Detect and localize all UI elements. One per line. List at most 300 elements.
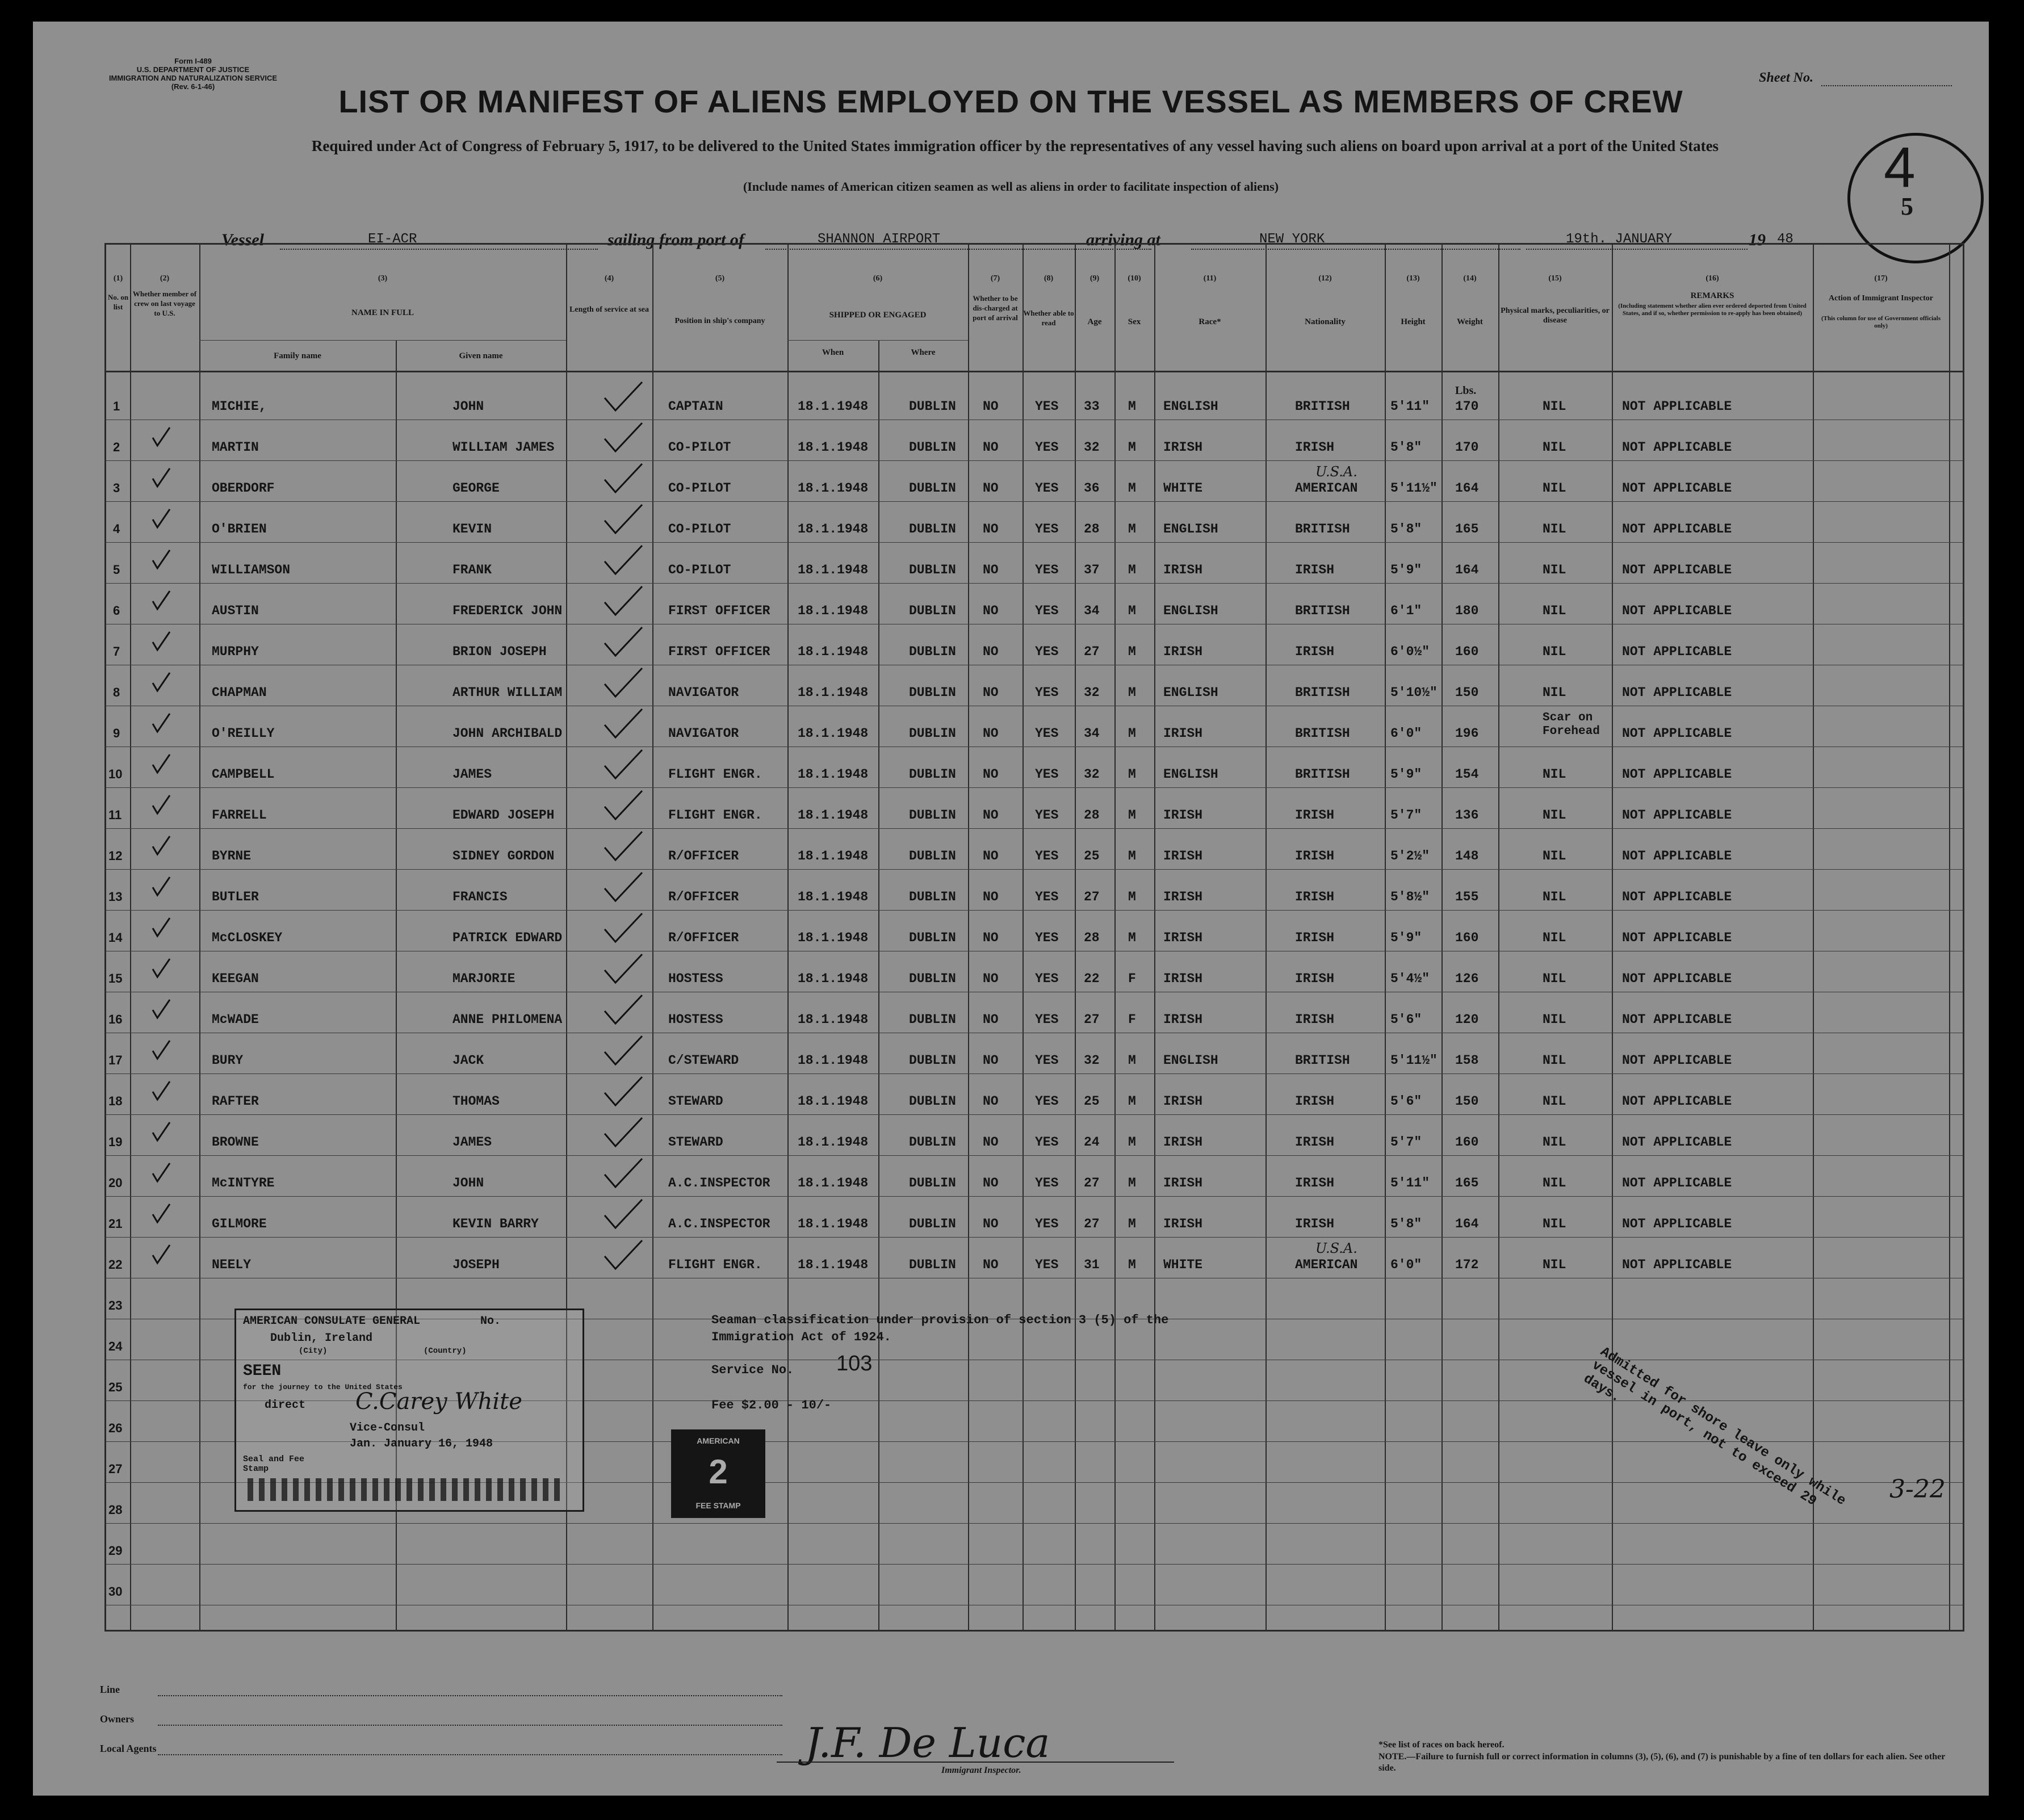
check-mark [604, 666, 643, 699]
race: IRISH [1163, 930, 1203, 945]
weight: 196 [1455, 726, 1479, 741]
shipped-when: 18.1.1948 [798, 930, 869, 945]
weight: 160 [1455, 1135, 1479, 1150]
discharged: NO [983, 481, 999, 496]
weight: 170 [1455, 440, 1479, 455]
shipped-when: 18.1.1948 [798, 603, 869, 618]
remarks: NOT APPLICABLE [1622, 849, 1732, 863]
race: ENGLISH [1163, 767, 1218, 782]
check-mark [152, 630, 171, 652]
header-given-name: Given name [459, 351, 503, 360]
age: 36 [1084, 481, 1100, 496]
row-number: 10 [108, 767, 123, 781]
physical-marks: NIL [1543, 1176, 1566, 1190]
height: 5'11" [1390, 399, 1430, 414]
header-height: Height [1401, 317, 1426, 326]
row-number: 3 [113, 481, 120, 495]
weight: 165 [1455, 1176, 1479, 1190]
footer-line-label: Line [100, 1684, 120, 1695]
shipped-where: DUBLIN [909, 563, 956, 577]
column-rule [1949, 245, 1950, 1630]
nationality-note: U.S.A. [1315, 1240, 1357, 1256]
check-mark [604, 707, 643, 740]
remarks: NOT APPLICABLE [1622, 971, 1732, 986]
shipped-where: DUBLIN [909, 1094, 956, 1109]
physical-marks: NIL [1543, 971, 1566, 986]
header-physical: Physical marks, peculiarities, or disease [1501, 307, 1610, 325]
able-to-read: YES [1035, 603, 1059, 618]
remarks: NOT APPLICABLE [1622, 399, 1732, 414]
given-name: JACK [452, 1053, 484, 1068]
given-name: ARTHUR WILLIAM [452, 685, 563, 700]
row-number: 19 [108, 1135, 123, 1149]
service-label: Service No. [711, 1363, 794, 1377]
nationality: BRITISH [1295, 522, 1350, 536]
row-number: 7 [113, 644, 120, 659]
height: 5'10½" [1390, 685, 1438, 700]
weight: 172 [1455, 1257, 1479, 1272]
row-number: 1 [113, 399, 120, 413]
lbs-label: Lbs. [1455, 384, 1477, 397]
physical-marks: NIL [1543, 930, 1566, 945]
col-number: (11) [1203, 274, 1217, 283]
height: 5'8" [1390, 522, 1422, 536]
age: 34 [1084, 603, 1100, 618]
race: WHITE [1163, 481, 1203, 496]
row-number: 28 [108, 1503, 123, 1517]
row-number: 4 [113, 522, 120, 536]
header-sex: Sex [1128, 317, 1141, 326]
discharged: NO [983, 603, 999, 618]
weight: 126 [1455, 971, 1479, 986]
form-id-line: U.S. DEPARTMENT OF JUSTICE [136, 65, 250, 74]
given-name: JAMES [452, 767, 492, 782]
given-name: EDWARD JOSEPH [452, 808, 555, 823]
row-rule [106, 1114, 1963, 1115]
family-name: NEELY [212, 1257, 252, 1272]
remarks: NOT APPLICABLE [1622, 808, 1732, 823]
able-to-read: YES [1035, 1135, 1059, 1150]
inspector-signature: J.F. De Luca [805, 1719, 1050, 1767]
header-remarks: REMARKS [1690, 291, 1734, 300]
position: HOSTESS [668, 971, 723, 986]
height: 5'11" [1390, 1176, 1430, 1190]
stamp-perforation [248, 1478, 565, 1501]
sex: M [1128, 440, 1136, 455]
row-number: 20 [108, 1176, 123, 1190]
able-to-read: YES [1035, 481, 1059, 496]
row-rule [106, 583, 1963, 584]
shipped-when: 18.1.1948 [798, 767, 869, 782]
row-number: 21 [108, 1217, 123, 1231]
age: 27 [1084, 1012, 1100, 1027]
given-name: THOMAS [452, 1094, 500, 1109]
stamp-country-label: (Country) [424, 1347, 467, 1356]
check-mark [604, 1156, 643, 1189]
nationality: AMERICAN [1295, 481, 1358, 496]
family-name: GILMORE [212, 1217, 267, 1231]
physical-marks: NIL [1543, 440, 1566, 455]
shipped-when: 18.1.1948 [798, 481, 869, 496]
remarks: NOT APPLICABLE [1622, 1135, 1732, 1150]
given-name: JOHN ARCHIBALD [452, 726, 563, 741]
discharged: NO [983, 767, 999, 782]
height: 6'1" [1390, 603, 1422, 618]
family-name: McCLOSKEY [212, 930, 283, 945]
column-rule [1612, 245, 1613, 1630]
nationality: IRISH [1295, 1012, 1335, 1027]
shipped-when: 18.1.1948 [798, 644, 869, 659]
header-rule [787, 340, 968, 341]
row-rule [106, 501, 1963, 502]
race: IRISH [1163, 890, 1203, 904]
given-name: JAMES [452, 1135, 492, 1150]
sex: M [1128, 481, 1136, 496]
shipped-where: DUBLIN [909, 1135, 956, 1150]
race: WHITE [1163, 1257, 1203, 1272]
able-to-read: YES [1035, 1094, 1059, 1109]
header-position: Position in ship's company [674, 317, 765, 325]
shipped-where: DUBLIN [909, 930, 956, 945]
shipped-when: 18.1.1948 [798, 1053, 869, 1068]
col-number: (13) [1406, 274, 1420, 283]
destination-value: NEW YORK [1259, 232, 1325, 247]
nationality-note: U.S.A. [1315, 464, 1357, 480]
check-mark [604, 748, 643, 781]
position: NAVIGATOR [668, 726, 739, 741]
able-to-read: YES [1035, 930, 1059, 945]
discharged: NO [983, 971, 999, 986]
position: FIRST OFFICER [668, 603, 770, 618]
position: R/OFFICER [668, 849, 739, 863]
check-mark [604, 584, 643, 617]
check-mark [152, 425, 171, 448]
remarks: NOT APPLICABLE [1622, 1217, 1732, 1231]
shipped-where: DUBLIN [909, 481, 956, 496]
row-number: 24 [108, 1339, 123, 1353]
page-subtitle: Required under Act of Congress of February 5, 1917, to be delivered to the United States immigration officer by the representatives of any vessel having such aliens on board upon arrival at a port of the United States [311, 137, 1719, 154]
shipped-where: DUBLIN [909, 1257, 956, 1272]
family-name: McINTYRE [212, 1176, 275, 1190]
family-name: O'BRIEN [212, 522, 267, 536]
weight: 160 [1455, 930, 1479, 945]
nationality: BRITISH [1295, 603, 1350, 618]
sex: M [1128, 1094, 1136, 1109]
weight: 180 [1455, 603, 1479, 618]
check-mark [604, 421, 643, 454]
row-number: 30 [108, 1584, 123, 1599]
discharged: NO [983, 1217, 999, 1231]
header-shipped: SHIPPED OR ENGAGED [829, 311, 927, 320]
discharged: NO [983, 1053, 999, 1068]
given-name: MARJORIE [452, 971, 516, 986]
shipped-where: DUBLIN [909, 603, 956, 618]
physical-marks: NIL [1543, 1094, 1566, 1109]
age: 34 [1084, 726, 1100, 741]
header-name-in-full: NAME IN FULL [351, 308, 414, 317]
height: 5'7" [1390, 1135, 1422, 1150]
able-to-read: YES [1035, 563, 1059, 577]
given-name: JOHN [452, 399, 484, 414]
weight: 150 [1455, 685, 1479, 700]
check-mark [152, 1038, 171, 1061]
row-number: 15 [108, 971, 123, 986]
column-rule [1498, 245, 1499, 1630]
height: 5'11½" [1390, 481, 1438, 496]
check-mark [152, 793, 171, 816]
physical-marks: NIL [1543, 644, 1566, 659]
service-number: 103 [836, 1352, 873, 1376]
col-number: (16) [1705, 274, 1719, 283]
nationality: BRITISH [1295, 399, 1350, 414]
race: ENGLISH [1163, 685, 1218, 700]
position: FIRST OFFICER [668, 644, 770, 659]
family-name: MICHIE, [212, 399, 267, 414]
age: 32 [1084, 767, 1100, 782]
height: 5'9" [1390, 930, 1422, 945]
sex: M [1128, 1053, 1136, 1068]
check-mark [604, 952, 643, 985]
discharged: NO [983, 930, 999, 945]
sex: M [1128, 563, 1136, 577]
sex: M [1128, 808, 1136, 823]
given-name: WILLIAM JAMES [452, 440, 555, 455]
nationality: IRISH [1295, 849, 1335, 863]
shipped-where: DUBLIN [909, 440, 956, 455]
shipped-when: 18.1.1948 [798, 1135, 869, 1150]
row-number: 17 [108, 1053, 123, 1067]
given-name: JOSEPH [452, 1257, 500, 1272]
position: STEWARD [668, 1094, 723, 1109]
column-rule [1441, 245, 1443, 1630]
position: C/STEWARD [668, 1053, 739, 1068]
weight: 164 [1455, 1217, 1479, 1231]
age: 32 [1084, 685, 1100, 700]
nationality: IRISH [1295, 890, 1335, 904]
weight: 136 [1455, 808, 1479, 823]
shipped-where: DUBLIN [909, 1217, 956, 1231]
race: IRISH [1163, 726, 1203, 741]
row-rule [106, 787, 1963, 788]
nationality: IRISH [1295, 1217, 1335, 1231]
family-name: MURPHY [212, 644, 259, 659]
header-remarks-note: (Including statement whether alien ever ordered deported from United States, and if so, whether permission to re-apply has been obtained) [1618, 303, 1807, 317]
position: FLIGHT ENGR. [668, 1257, 762, 1272]
given-name: SIDNEY GORDON [452, 849, 555, 863]
col-number: (3) [378, 274, 388, 283]
shipped-when: 18.1.1948 [798, 1176, 869, 1190]
weight: 164 [1455, 481, 1479, 496]
nationality: IRISH [1295, 1135, 1335, 1150]
family-name: WILLIAMSON [212, 563, 291, 577]
physical-marks: NIL [1543, 481, 1566, 496]
page-number-secondary: 5 [1901, 192, 1913, 220]
family-name: BYRNE [212, 849, 252, 863]
physical-marks: NIL [1543, 522, 1566, 536]
physical-marks: NIL [1543, 603, 1566, 618]
age: 28 [1084, 522, 1100, 536]
age: 32 [1084, 1053, 1100, 1068]
stamp-consulate: AMERICAN CONSULATE GENERAL [243, 1315, 421, 1328]
column-rule [199, 245, 200, 1630]
fee-stamp [671, 1429, 765, 1518]
sex: M [1128, 930, 1136, 945]
row-number: 26 [108, 1421, 123, 1435]
physical-marks: NIL [1543, 1257, 1566, 1272]
weight: 150 [1455, 1094, 1479, 1109]
position: R/OFFICER [668, 930, 739, 945]
check-mark [152, 875, 171, 898]
weight: 120 [1455, 1012, 1479, 1027]
weight: 165 [1455, 522, 1479, 536]
stamp-vice-consul: Vice-Consul [350, 1421, 425, 1435]
column-rule [1385, 245, 1386, 1630]
column-rule [968, 245, 969, 1630]
race: ENGLISH [1163, 1053, 1218, 1068]
sex: M [1128, 1176, 1136, 1190]
discharged: NO [983, 1257, 999, 1272]
shipped-where: DUBLIN [909, 1053, 956, 1068]
nationality: IRISH [1295, 971, 1335, 986]
row-number: 27 [108, 1462, 123, 1476]
family-name: OBERDORF [212, 481, 275, 496]
position: A.C.INSPECTOR [668, 1217, 770, 1231]
position: STEWARD [668, 1135, 723, 1150]
discharged: NO [983, 563, 999, 577]
row-number: 12 [108, 849, 123, 863]
age: 31 [1084, 1257, 1100, 1272]
check-mark [152, 1161, 171, 1184]
family-name: CHAPMAN [212, 685, 267, 700]
given-name: KEVIN [452, 522, 492, 536]
race: IRISH [1163, 440, 1203, 455]
shipped-when: 18.1.1948 [798, 808, 869, 823]
row-number: 8 [113, 685, 120, 699]
nationality: BRITISH [1295, 1053, 1350, 1068]
physical-marks: NIL [1543, 808, 1566, 823]
height: 5'7" [1390, 808, 1422, 823]
able-to-read: YES [1035, 1257, 1059, 1272]
row-number: 2 [113, 440, 120, 454]
check-mark [604, 1197, 643, 1230]
sex: M [1128, 1257, 1136, 1272]
height: 5'8½" [1390, 890, 1430, 904]
page-subnote: (Include names of American citizen seamen as well as aliens in order to facilitate inspection of aliens) [743, 179, 1279, 194]
given-name: ANNE PHILOMENA [452, 1012, 563, 1027]
discharged: NO [983, 808, 999, 823]
footer-agents-field [158, 1754, 782, 1755]
weight: 164 [1455, 563, 1479, 577]
footnote-races: *See list of races on back hereof. [1378, 1740, 1505, 1750]
shipped-when: 18.1.1948 [798, 522, 869, 536]
page-title: LIST OR MANIFEST OF ALIENS EMPLOYED ON THE VESSEL AS MEMBERS OF CREW [338, 83, 1683, 119]
family-name: O'REILLY [212, 726, 275, 741]
family-name: AUSTIN [212, 603, 259, 618]
inspector-label: Immigrant Inspector. [941, 1766, 1021, 1775]
col-number: (4) [604, 274, 614, 283]
given-name: BRION JOSEPH [452, 644, 547, 659]
nationality: BRITISH [1295, 767, 1350, 782]
arriving-label: arriving at [1086, 230, 1160, 249]
form-id-line: (Rev. 6-1-46) [171, 82, 215, 91]
column-rule [1114, 245, 1116, 1630]
shipped-when: 18.1.1948 [798, 849, 869, 863]
shipped-where: DUBLIN [909, 685, 956, 700]
header-when: When [822, 348, 844, 357]
remarks: NOT APPLICABLE [1622, 1053, 1732, 1068]
family-name: KEEGAN [212, 971, 259, 986]
able-to-read: YES [1035, 1012, 1059, 1027]
nationality: IRISH [1295, 644, 1335, 659]
family-name: BROWNE [212, 1135, 259, 1150]
remarks: NOT APPLICABLE [1622, 685, 1732, 700]
check-mark [604, 829, 643, 862]
row-number: 13 [108, 890, 123, 904]
stamp-number-label: No. [480, 1315, 501, 1328]
able-to-read: YES [1035, 890, 1059, 904]
nationality: IRISH [1295, 563, 1335, 577]
shipped-when: 18.1.1948 [798, 685, 869, 700]
remarks: NOT APPLICABLE [1622, 930, 1732, 945]
position: R/OFFICER [668, 890, 739, 904]
remarks: NOT APPLICABLE [1622, 1176, 1732, 1190]
discharged: NO [983, 399, 999, 414]
column-rule [1154, 245, 1155, 1630]
row-rule [106, 869, 1963, 870]
shipped-where: DUBLIN [909, 644, 956, 659]
column-rule [652, 245, 653, 1630]
check-mark [152, 957, 171, 979]
row-number: 5 [113, 563, 120, 577]
age: 27 [1084, 1176, 1100, 1190]
manifest-sheet [33, 22, 1989, 1796]
form-id-line: Form I-489 [174, 57, 212, 65]
port-value: SHANNON AIRPORT [818, 232, 941, 247]
remarks: NOT APPLICABLE [1622, 1094, 1732, 1109]
row-number: 22 [108, 1257, 123, 1272]
col-number: (5) [715, 274, 725, 283]
sex: M [1128, 726, 1136, 741]
column-rule [1265, 245, 1267, 1630]
shipped-when: 18.1.1948 [798, 440, 869, 455]
date-value: 19th. JANUARY [1566, 232, 1673, 247]
col-number: (14) [1463, 274, 1477, 283]
stamp-city: Dublin, Ireland [270, 1332, 373, 1345]
header-rule [199, 340, 566, 341]
check-mark [152, 589, 171, 611]
family-name: FARRELL [212, 808, 267, 823]
able-to-read: YES [1035, 726, 1059, 741]
col-number: (7) [990, 274, 1000, 283]
nationality: IRISH [1295, 1176, 1335, 1190]
col-number: (8) [1044, 274, 1054, 283]
header-weight: Weight [1457, 317, 1483, 326]
discharged: NO [983, 726, 999, 741]
nationality: BRITISH [1295, 685, 1350, 700]
shipped-when: 18.1.1948 [798, 726, 869, 741]
row-rule [106, 1523, 1963, 1524]
sex: M [1128, 1135, 1136, 1150]
column-rule [1075, 245, 1076, 1630]
row-number: 18 [108, 1094, 123, 1108]
height: 5'9" [1390, 767, 1422, 782]
physical-marks: NIL [1543, 1135, 1566, 1150]
remarks: NOT APPLICABLE [1622, 481, 1732, 496]
shipped-when: 18.1.1948 [798, 563, 869, 577]
shipped-where: DUBLIN [909, 971, 956, 986]
race: IRISH [1163, 1012, 1203, 1027]
col-number: (1) [113, 274, 123, 283]
